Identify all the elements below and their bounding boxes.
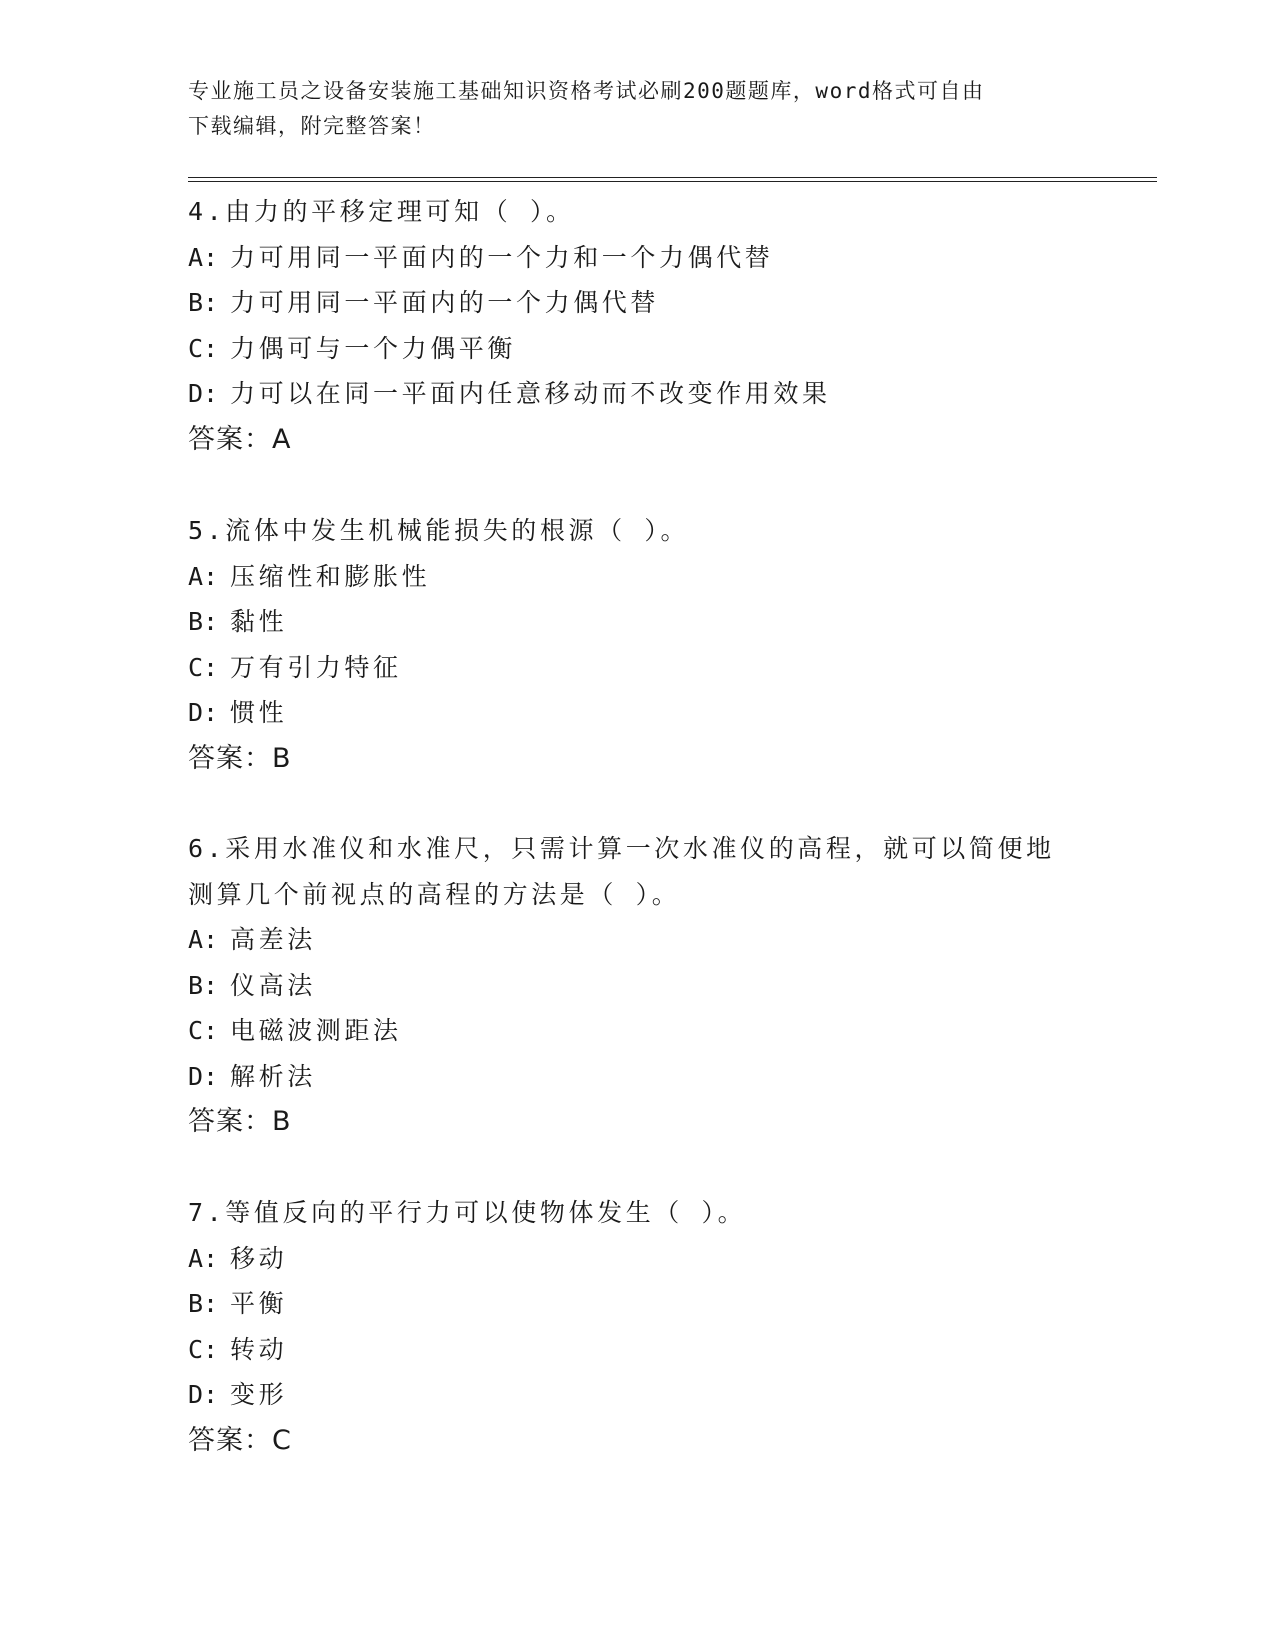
option-a xyxy=(188,917,1148,963)
option-d xyxy=(188,690,1148,736)
header-double-rule xyxy=(188,177,1157,182)
option-text: 力可以在同一平面内任意移动而不改变作用效果 xyxy=(230,379,831,408)
option-text: 平衡 xyxy=(230,1289,288,1318)
option-key: D: xyxy=(188,1380,219,1409)
question-6 xyxy=(188,826,1148,1145)
option-key: C: xyxy=(188,1334,219,1364)
option-d xyxy=(188,1054,1148,1100)
question-stem: 4.由力的平移定理可知（ ）。 xyxy=(188,197,575,226)
option-text: 力偶可与一个力偶平衡 xyxy=(230,333,517,363)
answer-line: 答案：C xyxy=(188,1424,292,1456)
option-key: D: xyxy=(188,698,219,727)
option-text: 转动 xyxy=(230,1334,288,1364)
option-d xyxy=(188,371,1148,417)
option-text: 移动 xyxy=(230,1243,288,1273)
option-key: B: xyxy=(188,288,219,317)
option-text: 变形 xyxy=(230,1380,288,1409)
option-c xyxy=(188,326,1148,372)
document-header xyxy=(188,74,1068,144)
option-text: 解析法 xyxy=(230,1061,316,1091)
option-text: 电磁波测距法 xyxy=(230,1016,402,1045)
question-7 xyxy=(188,1190,1148,1464)
question-4 xyxy=(188,189,1148,463)
option-c xyxy=(188,645,1148,691)
option-text: 力可用同一平面内的一个力偶代替 xyxy=(230,288,660,317)
option-key: D: xyxy=(188,1061,219,1091)
question-5 xyxy=(188,508,1148,782)
answer-line: 答案：B xyxy=(188,742,292,774)
option-d xyxy=(188,1372,1148,1418)
option-key: C: xyxy=(188,333,219,363)
option-a xyxy=(188,554,1148,600)
option-a xyxy=(188,1236,1148,1282)
option-key: A: xyxy=(188,925,219,954)
option-text: 力可用同一平面内的一个力和一个力偶代替 xyxy=(230,242,774,272)
option-c xyxy=(188,1327,1148,1373)
option-a xyxy=(188,235,1148,281)
option-text: 仪高法 xyxy=(230,970,316,1000)
option-c xyxy=(188,1008,1148,1054)
option-text: 压缩性和膨胀性 xyxy=(230,561,431,591)
question-stem: 5.流体中发生机械能损失的根源（ ）。 xyxy=(188,516,690,545)
question-stem-line-2: 测算几个前视点的高程的方法是（ ）。 xyxy=(188,879,681,909)
option-text: 万有引力特征 xyxy=(230,652,402,682)
option-b xyxy=(188,280,1148,326)
header-title-line-1: 专业施工员之设备安装施工基础知识资格考试必刷200题题库，word格式可自由 xyxy=(188,79,985,103)
option-text: 惯性 xyxy=(230,698,288,727)
header-title-line-2: 下载编辑，附完整答案！ xyxy=(188,114,436,138)
option-key: B: xyxy=(188,1289,219,1318)
option-b xyxy=(188,1281,1148,1327)
option-key: A: xyxy=(188,561,219,591)
option-key: B: xyxy=(188,970,219,1000)
option-key: D: xyxy=(188,379,219,408)
option-text: 高差法 xyxy=(230,925,316,954)
option-key: A: xyxy=(188,242,219,272)
option-b xyxy=(188,599,1148,645)
answer-line: 答案：B xyxy=(188,1106,292,1137)
question-stem: 7.等值反向的平行力可以使物体发生（ ）。 xyxy=(188,1198,747,1227)
option-key: B: xyxy=(188,607,219,636)
question-stem-line-1: 6.采用水准仪和水准尺，只需计算一次水准仪的高程，就可以简便地 xyxy=(188,834,1055,863)
option-key: A: xyxy=(188,1243,219,1273)
answer-line: 答案：A xyxy=(188,423,292,455)
option-key: C: xyxy=(188,652,219,682)
option-b xyxy=(188,963,1148,1009)
option-text: 黏性 xyxy=(230,607,288,636)
option-key: C: xyxy=(188,1016,219,1045)
